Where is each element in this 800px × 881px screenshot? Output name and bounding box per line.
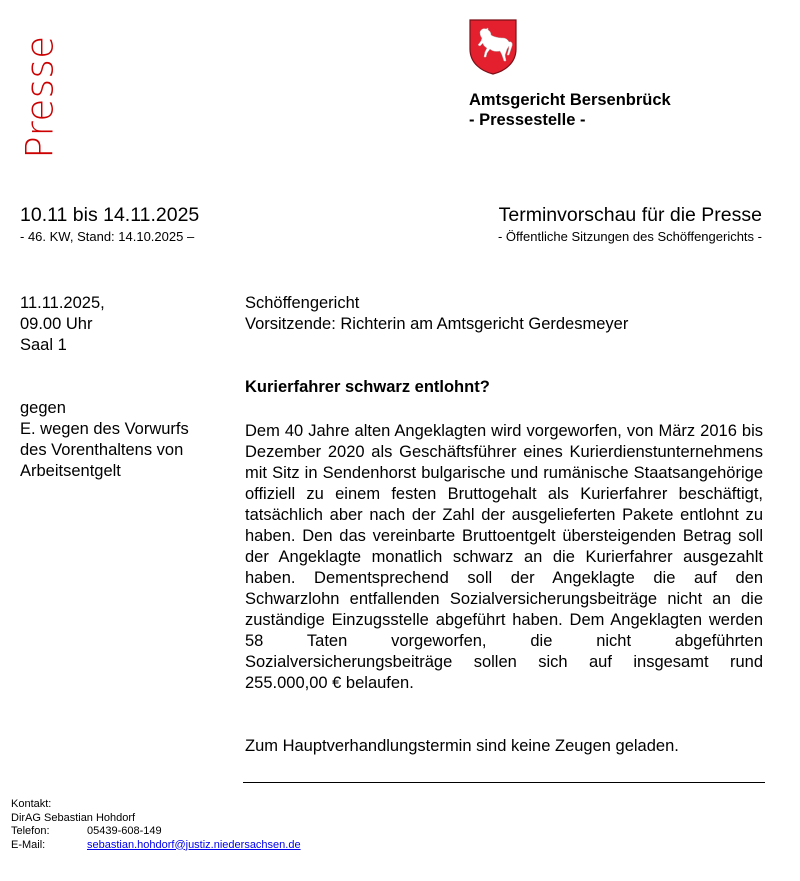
phone-number: 05439-608-149 <box>87 825 162 837</box>
contact-heading: Kontakt: <box>11 798 52 810</box>
period-subtitle: - 46. KW, Stand: 14.10.2025 – <box>20 229 195 244</box>
court-details <box>245 293 763 335</box>
phone-label: Telefon: <box>11 825 50 837</box>
charge-line: Arbeitsentgelt <box>20 462 121 480</box>
against-label: gegen <box>20 399 66 417</box>
contact-name: DirAG Sebastian Hohdorf <box>11 811 136 824</box>
press-side-label: Presse <box>18 35 62 159</box>
hearing-charge <box>20 398 220 482</box>
court-type: Schöffengericht <box>245 294 360 312</box>
charge-line: E. wegen des Vorwurfs <box>20 420 189 438</box>
crest-icon <box>469 19 517 75</box>
contact-block <box>11 798 301 852</box>
period-title: 10.11 bis 14.11.2025 <box>20 204 200 226</box>
hearing-date: 11.11.2025, <box>20 294 105 312</box>
hearing-time: 09.00 Uhr <box>20 315 93 333</box>
document-subtitle: - Öffentliche Sitzungen des Schöffengerichts - <box>497 229 762 244</box>
presiding-judge: Vorsitzende: Richterin am Amtsgericht Gerdesmeyer <box>245 315 629 333</box>
email-link[interactable]: sebastian.hohdorf@justiz.niedersachsen.de <box>87 838 301 851</box>
court-header <box>469 90 671 130</box>
charge-line: des Vorenthaltens von <box>20 441 184 459</box>
hearing-schedule <box>20 293 220 356</box>
section-divider <box>243 782 765 783</box>
document-title: Terminvorschau für die Presse <box>498 204 762 226</box>
hearing-room: Saal 1 <box>20 336 67 354</box>
press-office: - Pressestelle - <box>469 111 586 129</box>
court-name: Amtsgericht Bersenbrück <box>469 91 671 109</box>
email-label: E-Mail: <box>11 838 46 851</box>
case-description: Dem 40 Jahre alten Angeklagten wird vorgeworfen, von März 2016 bis Dezember 2020 als Geschäftsführer eines Kurierdienstunternehmens mit Sitz in Sendenhorst bulgarische und rumänische Staatsangehörige offiziell zu einem festen Bruttogehalt als Kurierfahrer beschäftigt, tatsächlich aber nach der Zahl der ausgelieferten Pakete entlohnt zu haben. Den das vereinbarte Bruttoentgelt übersteigenden Betrag soll der Angeklagte monatlich schwarz an die Kurierfahrer ausgezahlt haben. Dementsprechend soll der Angeklagte die auf den Schwarzlohn entfallenden Sozialversicherungsbeiträge nicht an die zuständige Einzugsstelle abgeführt haben. Dem Angeklagten werden 58 Taten vorgeworfen, die nicht abgeführten Sozialversicherungsbeiträge sollen sich auf insgesamt rund 255.000,00 € belaufen. <box>245 422 763 692</box>
case-note: Zum Hauptverhandlungstermin sind keine Zeugen geladen. <box>245 737 679 755</box>
case-headline: Kurierfahrer schwarz entlohnt? <box>245 378 490 396</box>
